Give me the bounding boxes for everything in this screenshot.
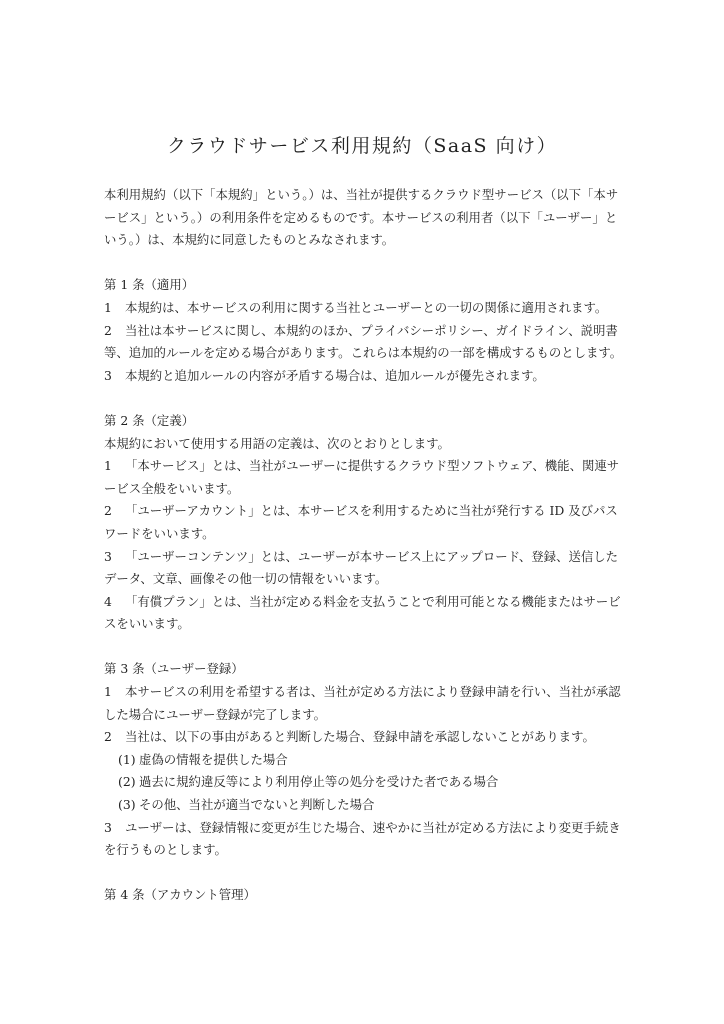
clause-number: 2 (104, 322, 112, 338)
clause-number: 2 (104, 503, 112, 519)
article-heading: 第 3 条（ユーザー登録） (104, 661, 244, 677)
clause-number: 1 (104, 299, 112, 315)
intro-paragraph: 本利用規約（以下「本規約」という。）は、当社が提供するクラウド型サービス（以下「本サービス」という。）の利用条件を定めるものです。本サービスの利用者（以下「ユーザー」という。）は、本規約に同意したものとみなされます。 (104, 187, 619, 248)
subclause-number: (3) (118, 797, 136, 813)
clause (104, 320, 624, 365)
subclause-text: 虚偽の情報を提供した場合 (139, 751, 288, 767)
clause-text: 「本サービス」とは、当社がユーザーに提供するクラウド型ソフトウェア、機能、関連サービス全般をいいます。 (104, 458, 620, 496)
clause (104, 297, 624, 320)
clause-text: 当社は本サービスに関し、本規約のほか、プライバシーポリシー、ガイドライン、説明書等、追加的ルールを定める場合があります。これらは本規約の一部を構成するものとします。 (104, 322, 623, 361)
document-body (104, 184, 624, 907)
clause-number: 3 (104, 819, 112, 835)
clause-text: 「ユーザーアカウント」とは、本サービスを利用するために当社が発行する ID 及びパスワードをいいます。 (104, 503, 618, 541)
clause-text: 本規約と追加ルールの内容が矛盾する場合は、追加ルールが優先されます。 (125, 367, 545, 383)
clause-number: 1 (104, 458, 112, 474)
subclause (104, 771, 624, 794)
subclause-number: (2) (118, 774, 136, 790)
subclause-text: 過去に規約違反等により利用停止等の処分を受けた者である場合 (139, 774, 499, 790)
clause-number: 3 (104, 548, 112, 564)
subclause-number: (1) (118, 751, 136, 767)
clause-text: 「有償プラン」とは、当社が定める料金を支払うことで利用可能となる機能またはサービスをいいます。 (104, 593, 621, 632)
clause (104, 726, 624, 749)
subclause (104, 794, 624, 817)
clause (104, 546, 624, 591)
article-4 (104, 884, 624, 907)
article-heading: 第 1 条（適用） (104, 277, 195, 293)
clause (104, 365, 624, 388)
article-heading: 第 4 条（アカウント管理） (104, 887, 256, 903)
clause-number: 2 (104, 729, 112, 745)
article-heading: 第 2 条（定義） (104, 412, 195, 428)
clause-number: 1 (104, 684, 112, 700)
clause (104, 455, 624, 500)
clause-number: 4 (104, 593, 112, 609)
article-1 (104, 274, 624, 387)
clause-text: 本規約は、本サービスの利用に関する当社とユーザーとの一切の関係に適用されます。 (125, 299, 608, 315)
clause (104, 591, 624, 636)
subclause-text: その他、当社が適当でないと判断した場合 (139, 797, 375, 813)
subclause (104, 749, 624, 772)
article-3 (104, 658, 624, 861)
clause (104, 500, 624, 545)
clause (104, 681, 624, 726)
document-title: クラウドサービス利用規約（SaaS 向け） (166, 135, 558, 157)
clause-text: ユーザーは、登録情報に変更が生じた場合、速やかに当社が定める方法により変更手続きを行うものとします。 (104, 819, 621, 858)
clause-text: 当社は、以下の事由があると判断した場合、登録申請を承認しないことがあります。 (125, 729, 595, 745)
article-lead: 本規約において使用する用語の定義は、次のとおりとします。 (104, 435, 450, 451)
clause-text: 本サービスの利用を希望する者は、当社が定める方法により登録申請を行い、当社が承認した場合にユーザー登録が完了します。 (104, 684, 621, 722)
article-2 (104, 410, 624, 636)
clause-number: 3 (104, 367, 112, 383)
clause-text: 「ユーザーコンテンツ」とは、ユーザーが本サービス上にアップロード、登録、送信したデータ、文章、画像その他一切の情報をいいます。 (104, 548, 619, 587)
clause (104, 817, 624, 862)
